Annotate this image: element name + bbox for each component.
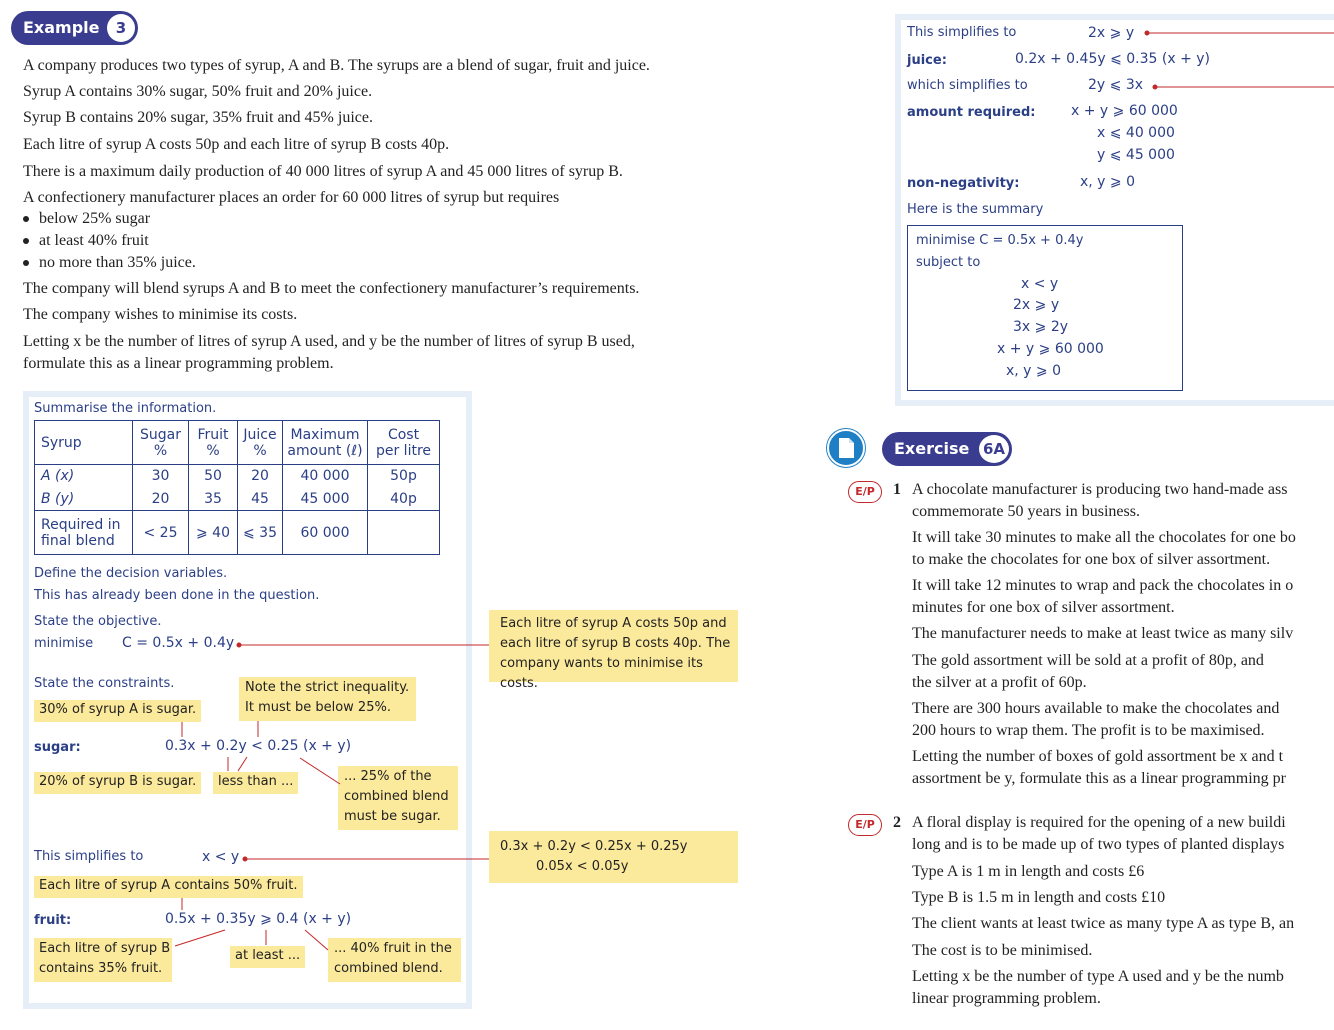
example-label: Example xyxy=(23,18,100,37)
question-line: Each litre of syrup A costs 50p and each litre of syrup B costs 40p. xyxy=(23,136,450,153)
table-cell: 45 000 xyxy=(283,488,368,511)
exercise-line: A chocolate manufacturer is producing two hand-made ass xyxy=(912,481,1288,498)
question-line: The company will blend syrups A and B to meet the confectionery manufacturer’s requirements. xyxy=(23,280,640,297)
exercise-line: It will take 30 minutes to make all the chocolates for one bo xyxy=(912,529,1296,546)
strict-note: Note the strict inequality. It must be below 25%. xyxy=(239,677,416,721)
bullet-item: below 25% sugar xyxy=(23,210,150,228)
connector-dot xyxy=(1145,31,1149,35)
bullet-item: at least 40% fruit xyxy=(23,232,149,250)
exercise-line: It will take 12 minutes to wrap and pack the chocolates in o xyxy=(912,577,1294,594)
summary-intro: Here is the summary xyxy=(907,202,1044,217)
juice-inequality: 0.2x + 0.45y ⩽ 0.35 (x + y) xyxy=(1015,51,1211,67)
table-cell: < 25 xyxy=(133,511,189,555)
fruit-inequality: 0.5x + 0.35y ⩾ 0.4 (x + y) xyxy=(165,911,352,927)
summary-subject: subject to xyxy=(916,255,981,270)
table-cell: 60 000 xyxy=(283,511,368,555)
which-simplifies-text: which simplifies to xyxy=(907,78,1028,93)
amount-inequality: y ⩽ 45 000 xyxy=(1097,147,1175,163)
question-line: The company wishes to minimise its costs. xyxy=(23,306,298,323)
question-line: formulate this as a linear programming problem. xyxy=(23,355,334,372)
table-header: Juice % xyxy=(238,421,283,465)
summary-constraint: 2x ⩾ y xyxy=(1013,297,1060,313)
table-cell: 50 xyxy=(189,465,238,488)
simplified-inequality: 2x ⩾ y xyxy=(1088,25,1135,41)
table-header: Cost per litre xyxy=(368,421,440,465)
amount-inequality: x ⩽ 40 000 xyxy=(1097,125,1175,141)
summary-constraint: x + y ⩾ 60 000 xyxy=(997,341,1104,357)
objective-heading: State the objective. xyxy=(34,614,162,629)
exercise-line: commemorate 50 years in business. xyxy=(912,503,1140,520)
simplified-inequality: 2y ⩽ 3x xyxy=(1088,77,1144,93)
amount-inequality: x + y ⩾ 60 000 xyxy=(1071,103,1178,119)
juice-label: juice: xyxy=(907,53,947,68)
summary-constraint: 3x ⩾ 2y xyxy=(1013,319,1069,335)
table-cell: 30 xyxy=(133,465,189,488)
table-cell: 45 xyxy=(238,488,283,511)
table-cell: B (y) xyxy=(35,488,133,511)
exercise-line: There are 300 hours available to make the chocolates and xyxy=(912,700,1280,717)
exercise-line: Letting the number of boxes of gold assortment be x and t xyxy=(912,748,1284,765)
less-than-note: less than ... xyxy=(213,772,298,794)
question-line: There is a maximum daily production of 40 000 litres of syrup A and 45 000 litres of syrup B. xyxy=(23,163,623,180)
question-line: Syrup A contains 30% sugar, 50% fruit and 20% juice. xyxy=(23,83,373,100)
table-cell: A (x) xyxy=(35,465,133,488)
forty-note: ... 40% fruit in the combined blend. xyxy=(328,938,461,982)
connector-line xyxy=(175,930,225,946)
table-cell: ⩽ 35 xyxy=(238,511,283,555)
exercise-line: long and is to be made up of two types of planted displays xyxy=(912,836,1285,853)
exercise-line: Type A is 1 m in length and costs £6 xyxy=(912,863,1145,880)
connector-line xyxy=(238,757,247,771)
exercise-line: Letting x be the number of type A used and y be the numb xyxy=(912,968,1284,985)
table-cell: 20 xyxy=(238,465,283,488)
ep-tag: E/P xyxy=(848,814,882,836)
working-note: 0.3x + 0.2y < 0.25x + 0.25y 0.05x < 0.05y xyxy=(489,831,738,883)
already-note: This has already been done in the question. xyxy=(34,588,320,603)
fruit-b-note: Each litre of syrup B contains 35% fruit. xyxy=(34,938,172,982)
objective-note: Each litre of syrup A costs 50p and each litre of syrup B costs 40p. The company wants to minimise its costs. xyxy=(489,610,738,682)
connector-dot xyxy=(237,643,241,647)
define-heading: Define the decision variables. xyxy=(34,566,228,581)
question-line: A confectionery manufacturer places an order for 60 000 litres of syrup but requires xyxy=(23,189,560,206)
minimise-word: minimise xyxy=(34,636,94,651)
nonneg-label: non-negativity: xyxy=(907,176,1020,191)
simplifies-text: This simplifies to xyxy=(907,25,1017,40)
table-header: Syrup xyxy=(35,421,133,465)
simplifies-text: This simplifies to xyxy=(34,849,144,864)
exercise-line: The cost is to be minimised. xyxy=(912,942,1093,959)
table-cell: ⩾ 40 xyxy=(189,511,238,555)
sugar-b-note: 20% of syrup B is sugar. xyxy=(34,772,201,794)
question-number: 1 xyxy=(893,481,901,498)
summarise-heading: Summarise the information. xyxy=(34,401,217,416)
table-cell: Required in final blend xyxy=(35,511,133,555)
summary-constraint: x, y ⩾ 0 xyxy=(1006,363,1062,379)
quarter-note: ... 25% of the combined blend must be sugar. xyxy=(338,766,458,830)
connector-line xyxy=(300,758,340,784)
exercise-line: linear programming problem. xyxy=(912,990,1101,1007)
objective-function: C = 0.5x + 0.4y xyxy=(122,635,235,651)
sugar-a-note: 30% of syrup A is sugar. xyxy=(34,700,201,722)
connector-line xyxy=(305,930,328,950)
exercise-line: 200 hours to wrap them. The profit is to be maximised. xyxy=(912,722,1265,739)
question-line: Letting x be the number of litres of syrup A used, and y be the number of litres of syrup B used, xyxy=(23,333,635,350)
exercise-line: The manufacturer needs to make at least twice as many silv xyxy=(912,625,1294,642)
fruit-label: fruit: xyxy=(34,913,72,928)
summary-objective: minimise C = 0.5x + 0.4y xyxy=(916,233,1084,248)
question-line: Syrup B contains 20% sugar, 35% fruit and 45% juice. xyxy=(23,109,373,126)
exercise-line: assortment be y, formulate this as a linear programming pr xyxy=(912,770,1286,787)
exercise-line: the silver at a profit of 60p. xyxy=(912,674,1087,691)
exercise-label: Exercise xyxy=(894,439,970,458)
table-cell: 50p xyxy=(368,465,440,488)
question-line: A company produces two types of syrup, A and B. The syrups are a blend of sugar, fruit and juice. xyxy=(23,57,650,74)
table-cell: 40 000 xyxy=(283,465,368,488)
question-number: 2 xyxy=(893,814,901,831)
table-cell: 35 xyxy=(189,488,238,511)
exercise-line: minutes for one box of silver assortment. xyxy=(912,599,1175,616)
exercise-line: A floral display is required for the opening of a new buildi xyxy=(912,814,1286,831)
exercise-number: 6A xyxy=(979,435,1009,463)
exercise-line: Type B is 1.5 m in length and costs £10 xyxy=(912,889,1166,906)
amount-label: amount required: xyxy=(907,105,1036,120)
ep-tag: E/P xyxy=(848,481,882,503)
exercise-line: to make the chocolates for one box of silver assortment. xyxy=(912,551,1271,568)
sugar-label: sugar: xyxy=(34,740,81,755)
example-number: 3 xyxy=(107,14,135,42)
constraints-heading: State the constraints. xyxy=(34,676,175,691)
simplified-inequality: x < y xyxy=(202,849,240,865)
bullet-item: no more than 35% juice. xyxy=(23,254,196,272)
table-cell: 20 xyxy=(133,488,189,511)
sugar-inequality: 0.3x + 0.2y < 0.25 (x + y) xyxy=(165,738,352,754)
nonneg-inequality: x, y ⩾ 0 xyxy=(1080,174,1136,190)
table-cell: 40p xyxy=(368,488,440,511)
connector-dot xyxy=(243,857,247,861)
table-header: Maximum amount (ℓ) xyxy=(283,421,368,465)
exercise-line: The gold assortment will be sold at a profit of 80p, and xyxy=(912,652,1264,669)
summary-constraint: x < y xyxy=(1021,276,1059,292)
connector-dot xyxy=(1153,85,1157,89)
table-header: Fruit % xyxy=(189,421,238,465)
at-least-note: at least ... xyxy=(230,946,305,968)
exercise-line: The client wants at least twice as many type A as type B, an xyxy=(912,915,1295,932)
fruit-a-note: Each litre of syrup A contains 50% fruit. xyxy=(34,876,303,898)
table-header: Sugar % xyxy=(133,421,189,465)
